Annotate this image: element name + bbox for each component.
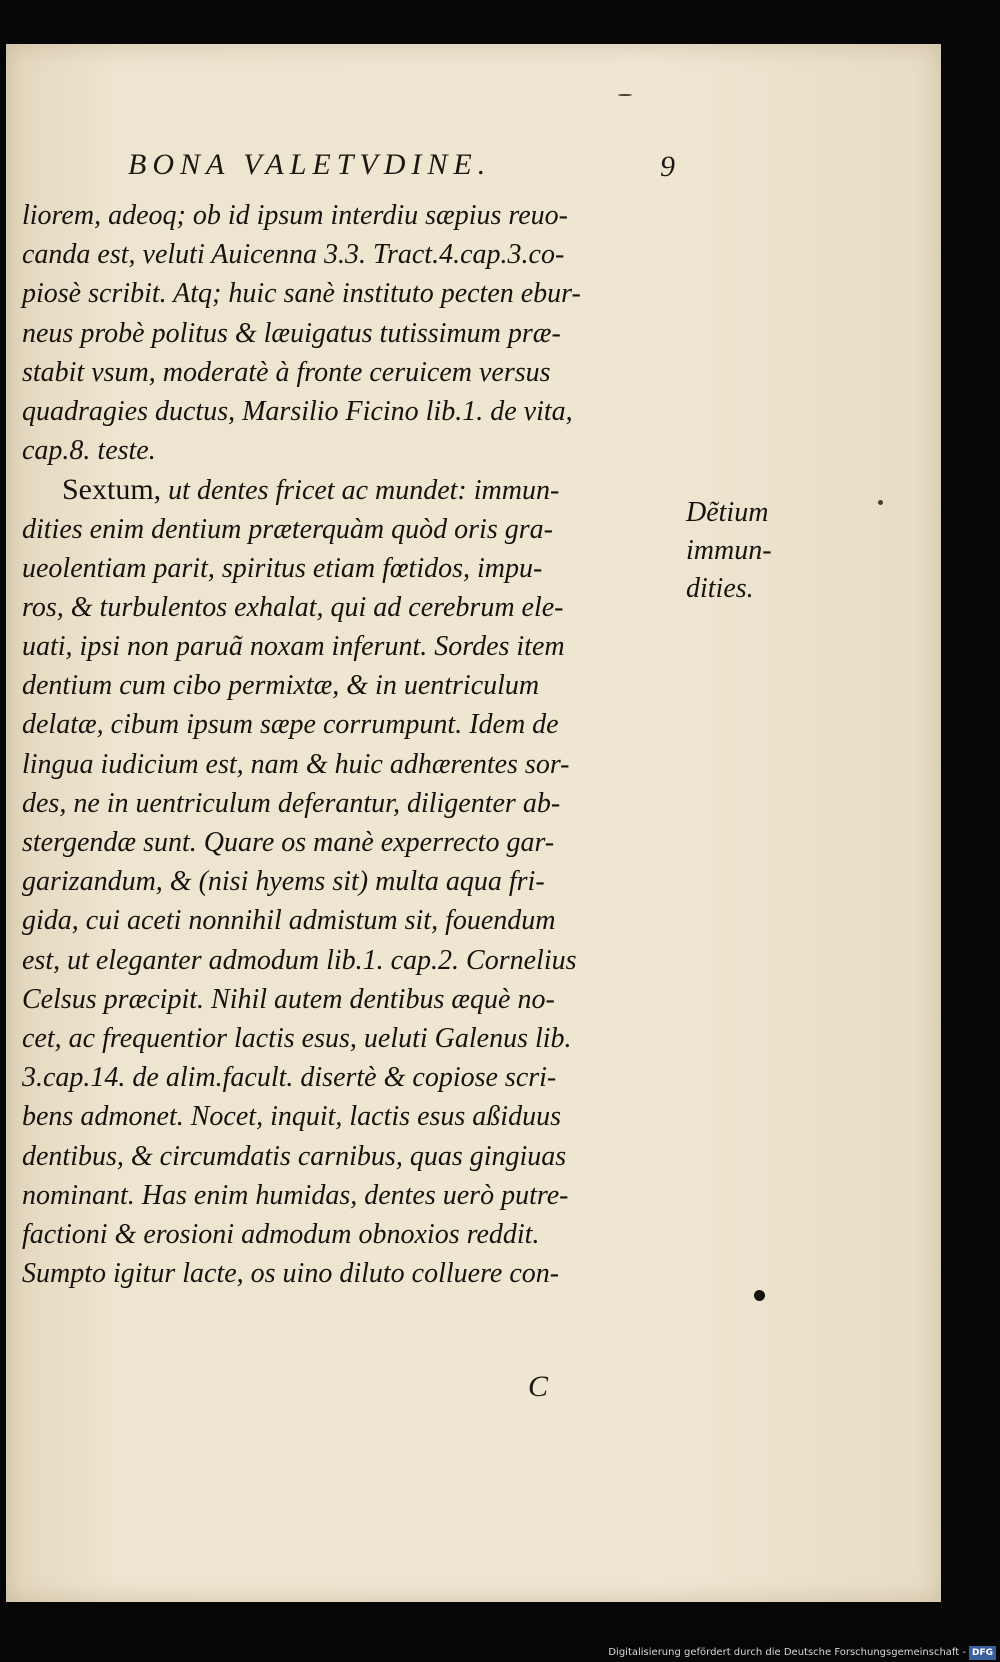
digitization-credit xyxy=(608,1646,996,1660)
text-line: factioni & erosioni admodum obnoxios reddit. xyxy=(22,1218,540,1250)
text-line: bens admonet. Nocet, inquit, lactis esus aßiduus xyxy=(22,1101,561,1133)
text-line: stabit vsum, moderatè à fronte ceruicem versus xyxy=(22,356,551,388)
credit-text: Digitalisierung gefördert durch die Deutsche Forschungsgemeinschaft - xyxy=(608,1647,966,1658)
body-text xyxy=(22,196,684,1293)
paragraph-first-line xyxy=(22,470,684,509)
page-number: 9 xyxy=(660,150,675,183)
text-line: canda est, veluti Auicenna 3.3. Tract.4.cap.3.co- xyxy=(22,239,565,271)
text-line: lingua iudicium est, nam & huic adhærentes sor- xyxy=(22,748,570,780)
text-line: liorem, adeoq; ob id ipsum interdiu sæpius reuo- xyxy=(22,200,568,231)
paragraph-lead-word: Sextum, xyxy=(62,473,162,507)
running-head: BONA VALETVDINE. xyxy=(128,148,492,181)
text-line: delatæ, cibum ipsum sæpe corrumpunt. Idem de xyxy=(22,709,559,741)
text-line: ros, & turbulentos exhalat, qui ad cerebrum ele- xyxy=(22,591,564,623)
marginal-note-line: Dẽtium xyxy=(686,497,769,528)
text-line: cap.8. teste. xyxy=(22,435,156,467)
text-line: quadragies ductus, Marsilio Ficino lib.1. de vita, xyxy=(22,395,573,427)
text-line: 3.cap.14. de alim.facult. disertè & copiose scri- xyxy=(22,1062,557,1094)
marginal-note-line: dities. xyxy=(686,573,754,604)
text-line: ut dentes fricet ac mundet: immun- xyxy=(168,475,560,507)
text-line: uati, ipsi non paruã noxam inferunt. Sordes item xyxy=(22,631,565,663)
text-line: stergendæ sunt. Quare os manè experrecto gar- xyxy=(22,827,555,858)
text-line: dities enim dentium præterquàm quòd oris gra- xyxy=(22,513,553,545)
text-line: est, ut eleganter admodum lib.1. cap.2. Cornelius xyxy=(22,944,577,976)
dfg-logo: DFG xyxy=(969,1646,996,1660)
text-line: nominant. Has enim humidas, dentes uerò putre- xyxy=(22,1179,569,1211)
signature-mark: C xyxy=(528,1370,549,1403)
ink-dot-mark xyxy=(754,1290,765,1301)
text-line: neus probè politus & læuigatus tutissimum præ- xyxy=(22,317,561,349)
text-line: dentibus, & circumdatis carnibus, quas gingiuas xyxy=(22,1140,567,1172)
text-line: ueolentiam parit, spiritus etiam fœtidos, impu- xyxy=(22,552,543,584)
paper-speck xyxy=(878,500,883,505)
text-line: Sumpto igitur lacte, os uino diluto colluere con- xyxy=(22,1258,560,1290)
marginal-note xyxy=(686,494,836,608)
text-line: gida, cui aceti nonnihil admistum sit, fouendum xyxy=(22,905,556,937)
text-line: des, ne in uentriculum deferantur, diligenter ab- xyxy=(22,787,561,819)
marginal-note-line: immun- xyxy=(686,535,772,566)
text-line: piosè scribit. Atq; huic sanè instituto pecten ebur- xyxy=(22,278,581,310)
text-line: cet, ac frequentior lactis esus, ueluti Galenus lib. xyxy=(22,1022,572,1054)
text-line: garizandum, & (nisi hyems sit) multa aqua fri- xyxy=(22,866,545,898)
text-line: dentium cum cibo permixtæ, & in uentriculum xyxy=(22,670,540,702)
paper-speck xyxy=(618,94,632,96)
text-line: Celsus præcipit. Nihil autem dentibus æquè no- xyxy=(22,983,555,1015)
